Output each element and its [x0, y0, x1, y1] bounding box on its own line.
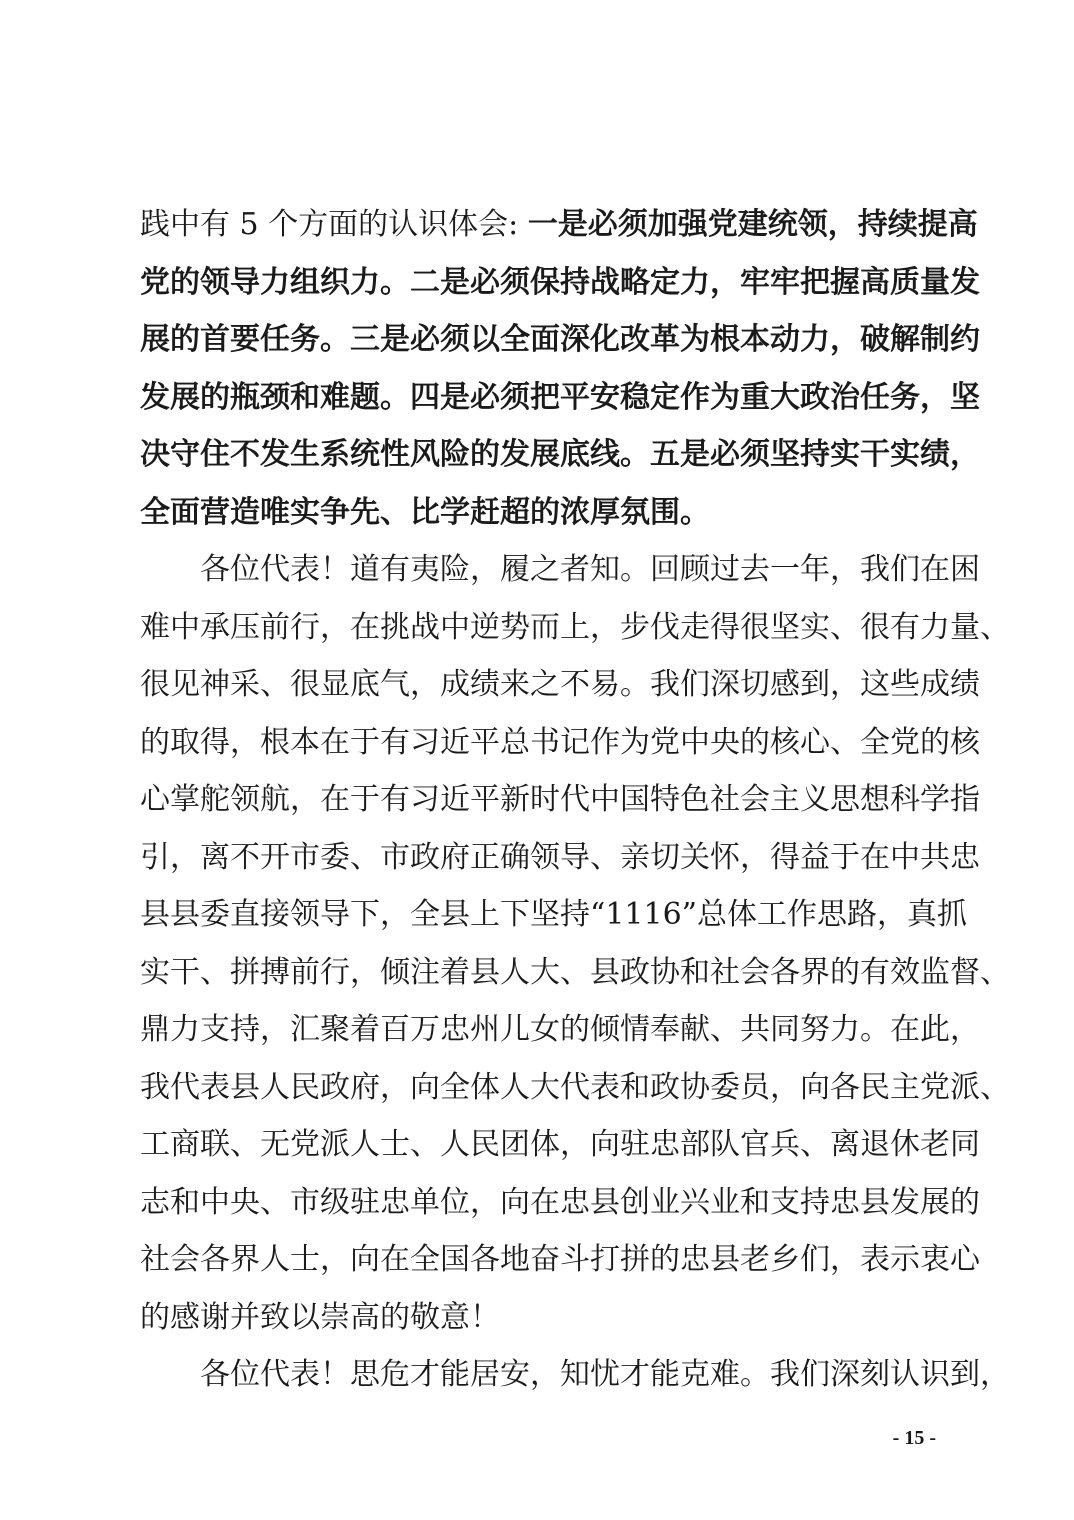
text-run: 各位代表！道有夷险，履之者知。回顾过去一年，我们在困: [200, 552, 980, 587]
text-run: 很见神采、很显底气，成绩来之不易。我们深切感到，这些成绩: [140, 667, 980, 702]
text-line: [140, 426, 980, 484]
page-number: - 15 -: [892, 1427, 936, 1449]
text-line: [140, 886, 968, 944]
text-run: 心掌舵领航，在于有习近平新时代中国特色社会主义思想科学指: [140, 782, 980, 817]
text-line: [140, 1116, 980, 1174]
text-run: 社会各界人士，向在全国各地奋斗打拼的忠县老乡们，表示衷心: [140, 1242, 980, 1277]
text-line: [140, 1231, 980, 1289]
text-run: 难中承压前行，在挑战中逆势而上，步伐走得很坚实、很有力量、: [140, 609, 1010, 645]
bold-text-run: 党的领导力组织力。二是必须保持战略定力，牢牢把握高质量发: [140, 264, 980, 300]
text-line: [140, 1174, 980, 1232]
text-line: [140, 771, 980, 829]
text-line: [140, 656, 980, 714]
text-run: 县县委直接领导下，全县上下坚持“1116”总体工作思路，真抓: [140, 897, 968, 932]
text-line: [140, 541, 980, 599]
text-run: 志和中央、市级驻忠单位，向在忠县创业兴业和支持忠县发展的: [140, 1184, 980, 1220]
text-line: [140, 1289, 940, 1347]
text-run: 践中有 5 个方面的认识体会:: [140, 207, 528, 242]
text-run: 引，离不开市委、市政府正确领导、亲切关怀，得益于在中共忠: [140, 839, 980, 875]
text-line: [140, 599, 1010, 657]
text-run: 工商联、无党派人士、人民团体，向驻忠部队官兵、离退休老同: [140, 1127, 980, 1162]
text-line: [140, 196, 978, 254]
text-line: [140, 829, 980, 887]
bold-text-run: 展的首要任务。三是必须以全面深化改革为根本动力，破解制约: [140, 322, 980, 357]
bold-text-run: 决守住不发生系统性风险的发展底线。五是必须坚持实干实绩，: [140, 437, 980, 472]
text-line: [140, 484, 940, 542]
text-run: 的感谢并致以崇高的敬意！: [140, 1299, 500, 1335]
text-run: 我代表县人民政府，向全体人大代表和政协委员，向各民主党派、: [140, 1069, 1010, 1105]
text-run: 的取得，根本在于有习近平总书记作为党中央的核心、全党的核: [140, 724, 980, 760]
bold-text-run: 发展的瓶颈和难题。四是必须把平安稳定作为重大政治任务，坚: [140, 379, 980, 415]
text-line: [140, 369, 980, 427]
text-run: 鼎力支持，汇聚着百万忠州儿女的倾情奉献、共同努力。在此，: [140, 1012, 980, 1047]
text-run: 实干、拼搏前行，倾注着县人大、县政协和社会各界的有效监督、: [140, 954, 1010, 990]
body-text: [140, 196, 1010, 1404]
bold-text-run: 全面营造唯实争先、比学赶超的浓厚氛围。: [140, 494, 710, 530]
text-line: [140, 714, 980, 772]
text-line: [140, 254, 980, 312]
text-line: [140, 944, 1010, 1002]
text-line: [140, 1346, 1010, 1404]
text-line: [140, 1059, 1010, 1117]
text-line: [140, 311, 980, 369]
bold-text-run: 一是必须加强党建统领，持续提高: [527, 207, 978, 242]
text-run: 各位代表！思危才能居安，知忧才能克难。我们深刻认识到，: [200, 1357, 1010, 1392]
text-line: [140, 1001, 980, 1059]
